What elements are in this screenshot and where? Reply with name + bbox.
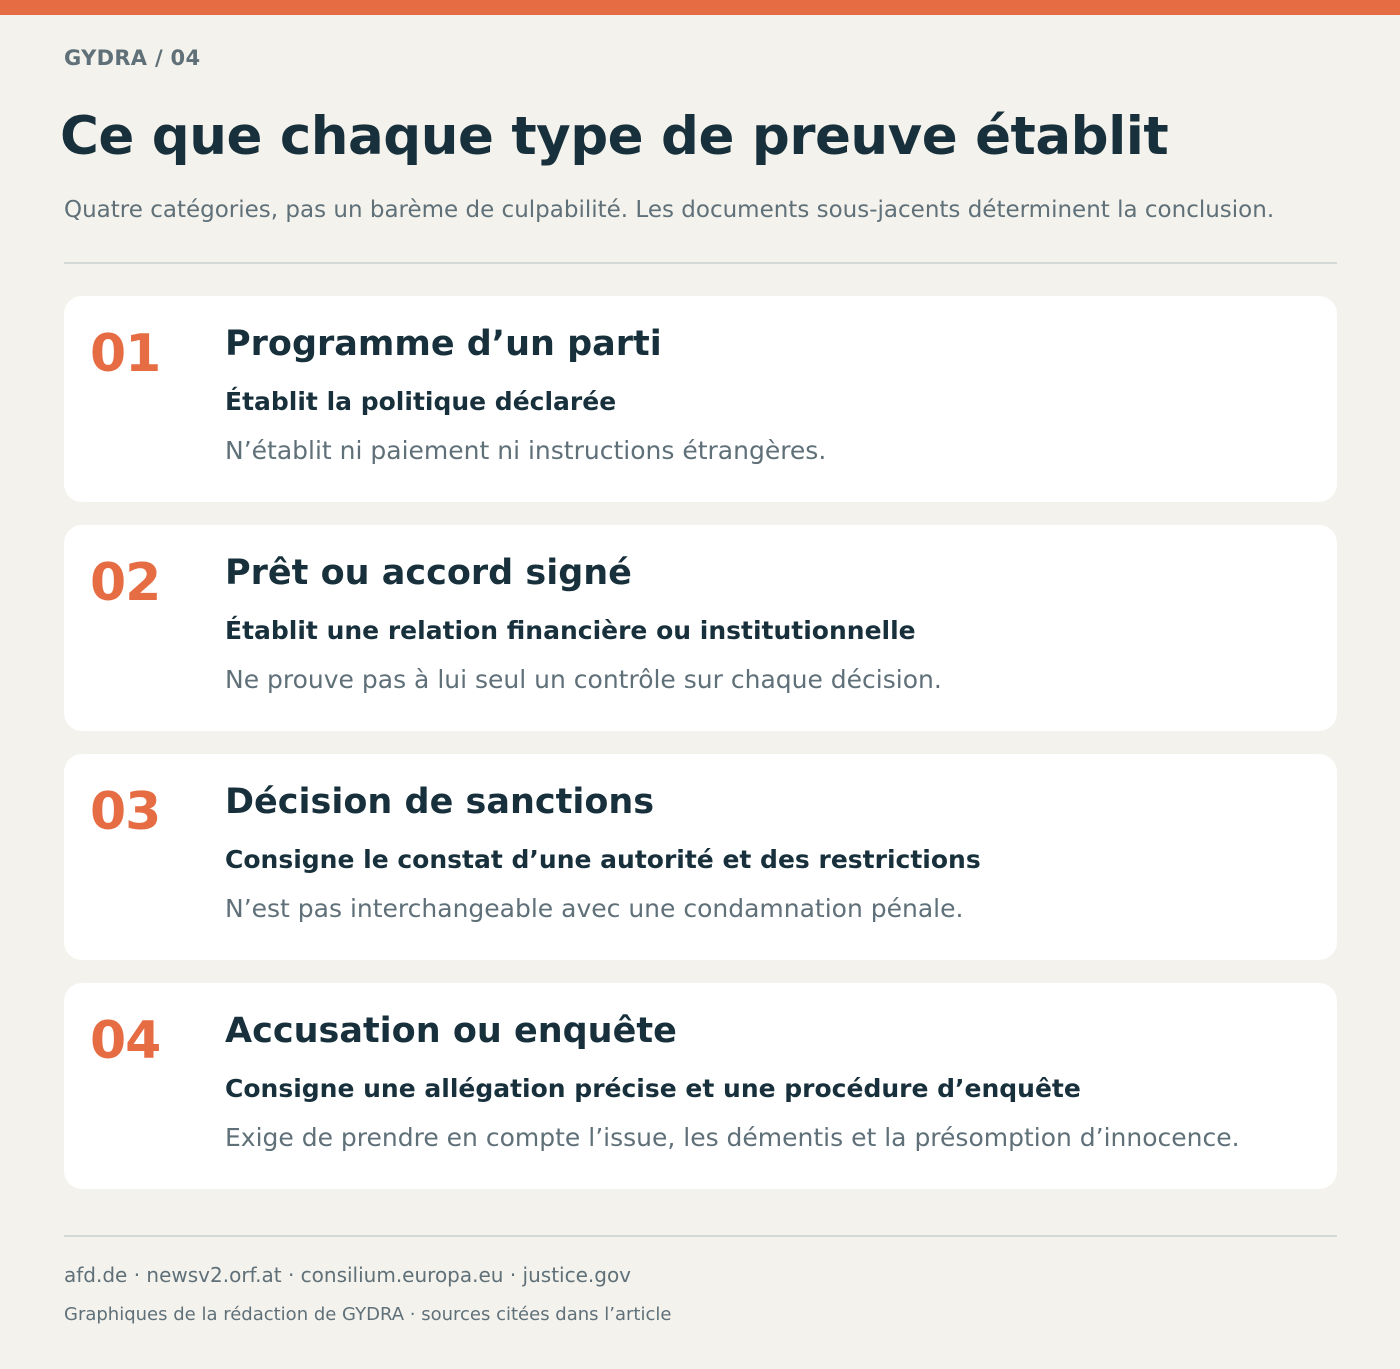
page-title: Ce que chaque type de preuve établit (60, 106, 1169, 167)
page-subtitle: Quatre catégories, pas un barème de culpabilité. Les documents sous-jacents déterminent la conclusion. (64, 197, 1275, 223)
card-limit: N’est pas interchangeable avec une condamnation pénale. (225, 894, 964, 923)
card-title: Prêt ou accord signé (225, 553, 632, 593)
card-limit: N’établit ni paiement ni instructions étrangères. (225, 436, 827, 465)
card-number: 03 (90, 782, 161, 842)
kicker: GYDRA / 04 (64, 46, 201, 70)
card-title: Accusation ou enquête (225, 1011, 677, 1051)
evidence-card-party-program (64, 296, 1337, 502)
page (60, 0, 1337, 1369)
credit-line: Graphiques de la rédaction de GYDRA · sources citées dans l’article (64, 1304, 672, 1325)
card-establishes: Établit la politique déclarée (225, 387, 617, 416)
card-title: Décision de sanctions (225, 782, 655, 822)
card-limit: Ne prouve pas à lui seul un contrôle sur chaque décision. (225, 665, 942, 694)
card-number: 04 (90, 1011, 161, 1071)
footer-divider (64, 1235, 1337, 1237)
evidence-card-signed-loan (64, 525, 1337, 731)
header-divider (64, 262, 1337, 264)
evidence-card-accusation (64, 983, 1337, 1189)
card-number: 02 (90, 553, 161, 613)
source-list: afd.de · newsv2.orf.at · consilium.europa.eu · justice.gov (64, 1263, 632, 1287)
evidence-card-list (64, 296, 1337, 1212)
card-establishes: Établit une relation financière ou institutionnelle (225, 616, 916, 645)
evidence-card-sanctions-decision (64, 754, 1337, 960)
card-limit: Exige de prendre en compte l’issue, les démentis et la présomption d’innocence. (225, 1123, 1240, 1152)
card-establishes: Consigne le constat d’une autorité et des restrictions (225, 845, 981, 874)
card-title: Programme d’un parti (225, 324, 662, 364)
card-establishes: Consigne une allégation précise et une procédure d’enquête (225, 1074, 1081, 1103)
card-number: 01 (90, 324, 161, 384)
